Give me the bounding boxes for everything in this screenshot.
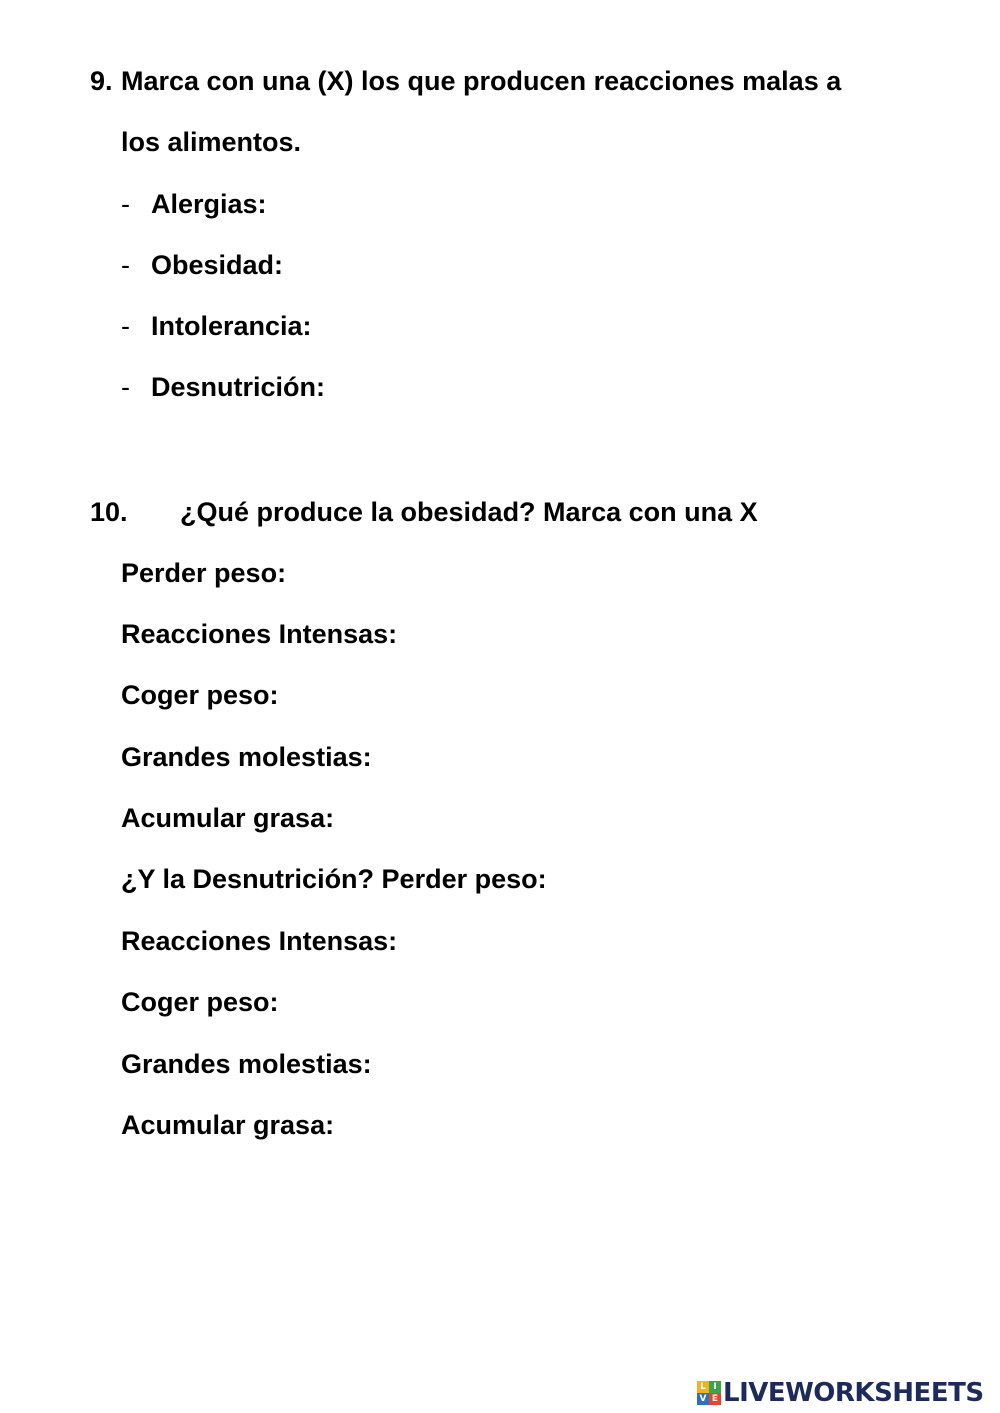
option-obesidad: Obesidad: — [151, 250, 284, 280]
liveworksheets-logo-icon — [697, 1381, 721, 1405]
liveworksheets-logo-text: LIVEWORKSHEETS — [723, 1378, 984, 1408]
option-acumular-grasa-2: Acumular grasa: — [121, 1110, 335, 1140]
bullet-dash: - — [121, 189, 130, 219]
question-9-text-line1: Marca con una (X) los que producen reacciones malas a — [121, 66, 842, 96]
bullet-dash: - — [121, 311, 130, 341]
option-grandes-molestias: Grandes molestias: — [121, 742, 372, 772]
question-9-text-line2: los alimentos. — [121, 127, 302, 157]
subquestion-desnutricion: ¿Y la Desnutrición? Perder peso: — [121, 864, 547, 894]
logo-icon-letter-e: E — [709, 1393, 721, 1405]
option-desnutricion: Desnutrición: — [151, 372, 326, 402]
option-perder-peso: Perder peso: — [121, 558, 287, 588]
option-reacciones-intensas: Reacciones Intensas: — [121, 619, 398, 649]
option-acumular-grasa: Acumular grasa: — [121, 803, 335, 833]
question-9-number: 9. — [90, 66, 113, 96]
option-coger-peso-2: Coger peso: — [121, 987, 279, 1017]
option-alergias: Alergias: — [151, 189, 267, 219]
option-reacciones-intensas-2: Reacciones Intensas: — [121, 926, 398, 956]
question-10-number: 10. — [90, 497, 128, 527]
option-grandes-molestias-2: Grandes molestias: — [121, 1049, 372, 1079]
liveworksheets-logo — [697, 1378, 984, 1408]
option-intolerancia: Intolerancia: — [151, 311, 312, 341]
logo-icon-letter-v: V — [697, 1393, 709, 1405]
option-coger-peso: Coger peso: — [121, 680, 279, 710]
logo-icon-letter-l: L — [697, 1381, 709, 1393]
logo-icon-letter-i: I — [709, 1381, 721, 1393]
bullet-dash: - — [121, 250, 130, 280]
question-10-text: ¿Qué produce la obesidad? Marca con una X — [180, 497, 758, 527]
bullet-dash: - — [121, 372, 130, 402]
